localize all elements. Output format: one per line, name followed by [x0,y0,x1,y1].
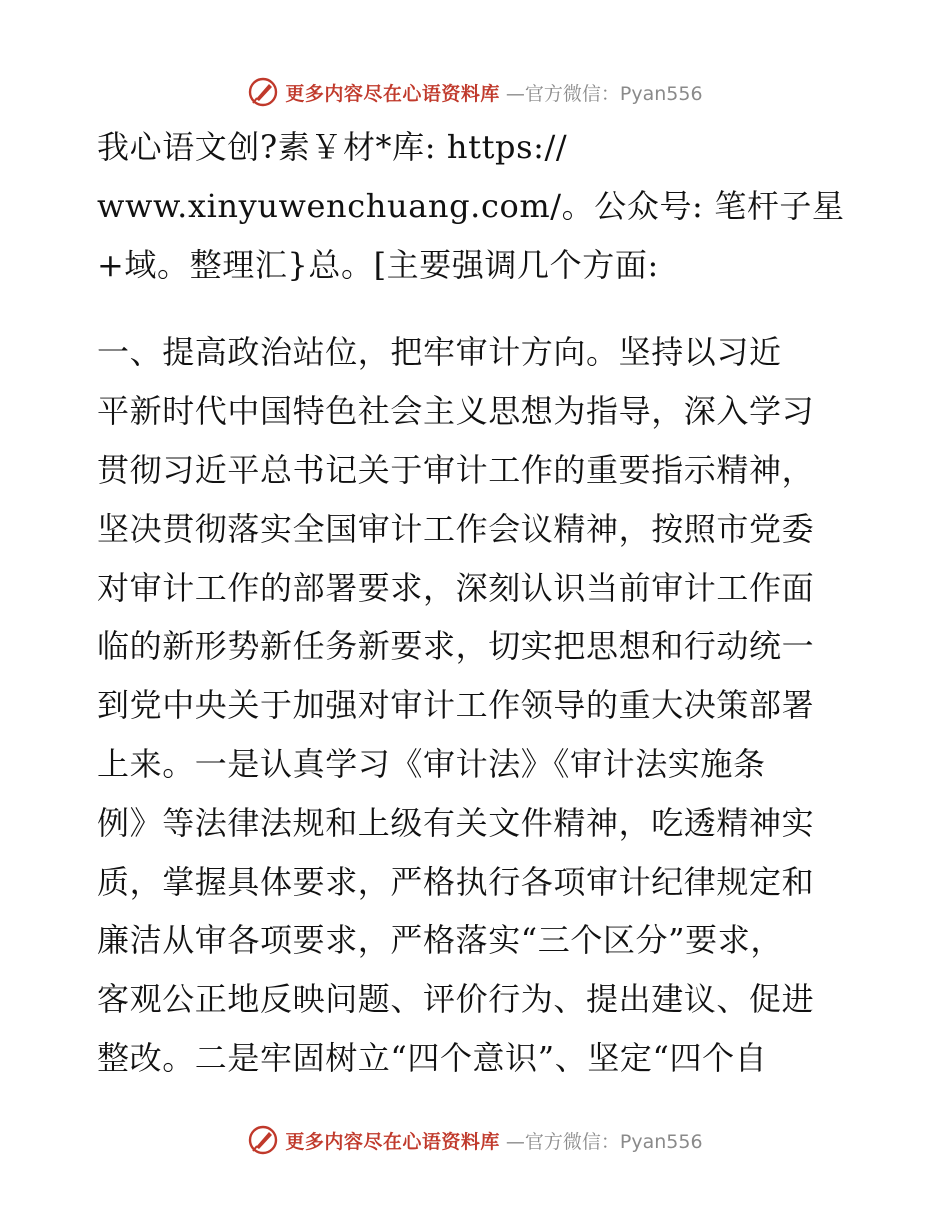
text-line: 上来。一是认真学习《审计法》《审计法实施条 [97,744,766,783]
text-line: 整改。二是牢固树立“四个意识”、坚定“四个自 [97,1038,768,1077]
text-line: 坚决贯彻落实全国审计工作会议精神，按照市党委 [97,509,815,548]
text-line: 我心语文创?素￥材*库: https:// [97,128,568,166]
watermark-group [247,76,702,108]
watermark-text-red: 更多内容尽在心语资料库 [285,1130,500,1153]
text-line: 例》等法律法规和上级有关文件精神，吃透精神实 [97,803,815,842]
document-body [97,118,857,1088]
text-line: 一、提高政治站位，把牢审计方向。坚持以习近 [97,333,782,372]
text-line: 客观公正地反映问题、评价行为、提出建议、促进 [97,980,815,1019]
text-line: 平新时代中国特色社会主义思想为指导，深入学习 [97,392,815,431]
text-line: 廉洁从审各项要求，严格落实“三个区分”要求， [97,921,783,960]
text-line: +域。整理汇}总。[主要强调几个方面: [97,245,659,284]
text-line: 到党中央关于加强对审计工作领导的重大决策部署 [97,686,815,725]
watermark-text-gray: —官方微信：Pyan556 [505,1130,703,1153]
text-line: 临的新形势新任务新要求，切实把思想和行动统一 [97,627,815,666]
watermark-text-gray: —官方微信：Pyan556 [505,82,703,105]
text-line: 质，掌握具体要求，严格执行各项审计纪律规定和 [97,862,815,901]
text-line: www.xinyuwenchuang.com/。公众号: 笔杆子星 [97,186,845,225]
footer-watermark [0,1120,950,1160]
header-watermark [0,72,950,112]
text-line: 对审计工作的部署要求，深刻认识当前审计工作面 [97,568,815,607]
watermark-group [247,1124,702,1156]
paragraph-gap [97,294,857,323]
watermark-text-red: 更多内容尽在心语资料库 [285,82,500,105]
text-line: 贯彻习近平总书记关于审计工作的重要指示精神， [97,450,815,489]
quill-pen-circle-icon [247,76,279,108]
quill-pen-circle-icon [247,1124,279,1156]
